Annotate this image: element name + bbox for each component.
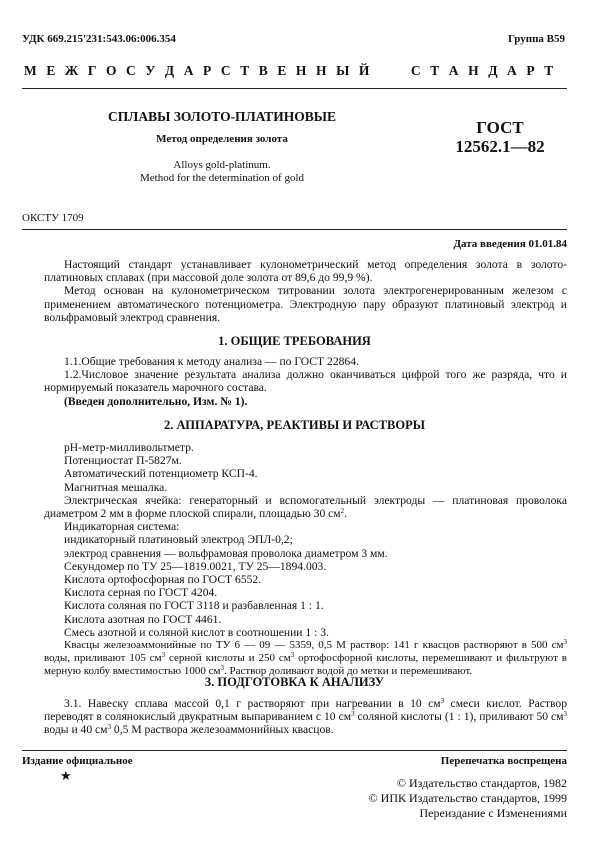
star-icon: ★ [60, 768, 72, 783]
clause-3-1 [44, 697, 567, 737]
reprint-prohibited-label: Перепечатка воспрещена [440, 755, 567, 767]
reagent-item: Кислота соляная по ГОСТ 3118 и разбавленная 1 : 1. [64, 599, 324, 613]
reagent-item: Смесь азотной и соляной кислот в соотношении 1 : 3. [64, 625, 329, 639]
alum-text: . Раствор доливают водой до метки и перемешивают. [223, 665, 473, 678]
section-2-heading: 2. АППАРАТУРА, РЕАКТИВЫ И РАСТВОРЫ [164, 418, 425, 432]
superscript: 3 [161, 651, 166, 660]
electrochemical-cell-item [44, 494, 567, 520]
reagent-item: электрод сравнения — вольфрамовая проволока диаметром 3 мм. [64, 546, 388, 560]
clause-text: 3.1. Навеску сплава массой 0,1 г растворяют при нагревании в 10 см [64, 697, 441, 710]
alum-text: ортофосфорной кислоты, перемешивают и фильтруют в мерную колбу вместимостью 1000 см [44, 652, 567, 678]
section-1-heading: 1. ОБЩИЕ ТРЕБОВАНИЯ [218, 334, 371, 348]
cell-text: Электрическая ячейка: генераторный и вспомогательный электроды — платиновая проволока диаметром 2 мм в форме плоской спирали, площадью 30 см [44, 493, 567, 521]
section-3-body [44, 697, 567, 737]
equipment-item: Потенциостат П-5827м. [64, 454, 182, 468]
superscript: 2 [340, 507, 345, 516]
superscript: 3 [440, 697, 445, 705]
clause-text: соляной кислоты (1 : 1), приливают 50 см [354, 710, 564, 724]
introduction-date: Дата введения 01.01.84 [453, 238, 567, 250]
section-2-body [44, 441, 567, 679]
amendment-note: (Введен дополнительно, Изм. № 1). [64, 394, 248, 408]
intro-paragraph-scope: Настоящий стандарт устанавливает кулонометрический метод определения золота в золото-платиновых сплавах (при массовой доле золота от 89,6 до 99,9 %). [44, 258, 567, 285]
cell-period: . [344, 507, 348, 521]
english-title: Alloys gold-platinum. [173, 159, 271, 171]
okstu-divider [22, 229, 567, 230]
equipment-item: Магнитная мешалка. [64, 480, 168, 494]
superscript: 3 [220, 664, 224, 673]
clause-1-1: 1.1.Общие требования к методу анализа — по ГОСТ 22864. [64, 355, 359, 368]
superscript: 3 [290, 651, 295, 660]
superscript: 3 [563, 710, 567, 719]
alum-text: воды, приливают 105 см [44, 652, 162, 665]
header-divider [22, 88, 567, 89]
official-edition-label: Издание официальное [22, 755, 133, 767]
superscript: 3 [351, 710, 355, 719]
equipment-item: pH-метр-милливольтметр. [64, 441, 194, 454]
intro-paragraph-method: Метод основан на кулонометрическом титровании золота электрогенерированным железом с применением автоматического потенциометра. Электродную пару образуют платиновый электрод и вольфрамовый электрод сравнения. [44, 284, 567, 324]
footer-divider [22, 750, 567, 751]
superscript: 3 [563, 638, 567, 647]
intro-text [44, 258, 567, 324]
alum-text: Квасцы железоаммонийные по ТУ 6 — 09 — 5359, 0,5 М раствор: 141 г квасцов растворяют в 500 см [64, 639, 564, 652]
copyright-1999: © ИПК Издательство стандартов, 1999 [368, 791, 567, 805]
document-subtitle: Метод определения золота [156, 133, 288, 145]
superscript: 3 [107, 723, 112, 732]
equipment-item: Автоматический потенциометр КСП-4. [64, 467, 258, 481]
document-title: СПЛАВЫ ЗОЛОТО-ПЛАТИНОВЫЕ [108, 109, 336, 124]
reissue-note: Переиздание с Изменениями [419, 806, 567, 820]
clause-1-2: 1.2.Числовое значение результата анализа должно оканчиваться цифрой того же разряда, что и нормируемый показатель марочного состава. [44, 368, 567, 395]
reagent-item: Кислота серная по ГОСТ 4204. [64, 586, 218, 600]
section-1-body [44, 355, 567, 408]
clause-text: воды и 40 см [44, 723, 108, 737]
section-3-heading: 3. ПОДГОТОВКА К АНАЛИЗУ [204, 675, 385, 689]
udk-code: УДК 669.215'231:543.06:006.354 [22, 33, 176, 45]
reagent-item: индикаторный платиновый электрод ЭПЛ-0,2; [64, 533, 293, 547]
alum-solution-item [44, 639, 567, 679]
copyright-1982: © Издательство стандартов, 1982 [396, 776, 567, 790]
reagent-item: Кислота азотная по ГОСТ 4461. [64, 612, 222, 626]
reagent-item: Кислота ортофосфорная по ГОСТ 6552. [64, 573, 262, 587]
reagent-item: Индикаторная система: [64, 520, 180, 534]
clause-text: смеси кислот. Раствор переводят в солянокислый двукратным выпариванием с 10 см [44, 697, 567, 724]
reagent-item: Секундомер по ТУ 25—1819.0021, ТУ 25—1894.003. [64, 559, 327, 573]
english-subtitle: Method for the determination of gold [139, 172, 305, 184]
gost-number: 12562.1—82 [455, 137, 545, 156]
gost-label: ГОСТ [476, 118, 524, 137]
group-code: Группа B59 [507, 33, 565, 45]
alum-text: серной кислоты и 250 см [165, 652, 291, 665]
clause-text: 0,5 М раствора железоаммонийных квасцов. [111, 723, 334, 737]
interstate-standard-banner: М Е Ж Г О С У Д А Р С Т В Е Н Н Ы Й С Т А Н Д А Р Т [24, 63, 555, 78]
okstu-code: ОКСТУ 1709 [22, 212, 84, 224]
